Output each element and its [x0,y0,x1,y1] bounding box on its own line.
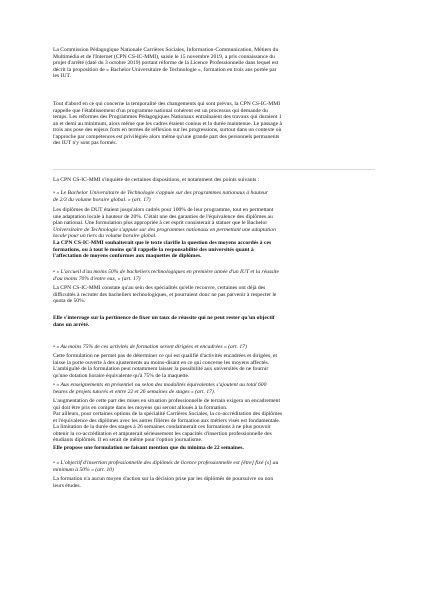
programmes-paragraph [53,207,375,240]
text-line: et l'équivalence des diplômes avec les autres filières de formation aux métiers visés est fondamentale. [53,417,281,424]
text-line: La CPN CS-IC-MMI souhaiterait que le texte clarifie la question des moyens accordés à ces [53,240,272,246]
quote-bullet-3 [53,344,375,351]
reussite-paragraph [53,315,375,328]
activites-paragraph [53,353,375,379]
text-line: La formation n'a aucun moyen d'action sur la décision prise par les diplômés de poursuivre ou non [53,476,274,482]
quote-line: de 2/3 du volume horaire global. » (art. 17) [53,196,151,203]
text-line: qu'une dotation horaire équivalente qu'à 75% de la maquette. [53,372,190,379]
text-line: des IUT n'y sont pas formés. [53,140,117,147]
text-line: plan national. Une formulation plus appropriée à cet esprit consisterait à statuer que le Bachelor [53,220,268,227]
quote-line: • « Au moins 75% de ces activités de formation seront dirigées et encadrées » (art. 17) [53,344,247,350]
text-line: Universitaire de Technologie s'appuie sur des programmes nationaux en permettant une adaptation [53,226,276,233]
quote-line: • « Le Bachelor Universitaire de Technologie s'appuie sur des programmes nationaux à hauteur [53,190,268,196]
text-line: leurs études. [53,482,81,489]
quote-line: • « Aux enseignements en présentiel ou selon des modalités équivalentes s'ajoutent au total 600 [53,382,267,388]
bacheliers-paragraph [53,285,375,305]
text-line: les IUT. [53,73,71,80]
text-line: trois ans pose des enjeux forts en termes de réflexion sur les progressions, surtout dans un contexte où [53,127,282,134]
text-line: une adaptation locale à hauteur de 20%. C'était une des garanties de l'équivalence des diplômes au [53,213,273,220]
text-line: rappelle que l'établissement d'un programme national cohérent est un processus qui demande du [53,107,268,114]
text-line: étudiants diplômés. Il en serait de même pour l'option journalisme. [53,437,203,444]
text-line: an et demi au minimum, alors même que les cadres étaient connus et la durée maintenue. Le passage à [53,120,282,127]
text-line: qui doit être pris en compte dans les moyens qui seront alloués à la formation. [53,404,228,411]
text-line: décrit la proposition de « Bachelor Universitaire de Technologie », formation en trois ans portée par [53,66,277,73]
quote-line: • « L'objectif d'insertion professionnelle des diplômés de licence professionnelle est [être] fixé [s] au [53,460,279,466]
text-line: Par ailleurs, pour certaines options de la spécialité Carrières Sociales, la co-accréditation des diplômes [53,411,283,418]
text-line: formations, ou à tout le moins qu'il rappelle la responsabilité des universités quant à [53,246,254,253]
minima-paragraph [53,445,375,452]
text-line: L'augmentation de cette part des mises en situation professionnelle de terrain exigera un encadrement [53,398,281,404]
text-line: Multimédia et de l'Internet (CPN CS-IC-MMI), saisie le 15 novembre 2019, a pris connaissance du [53,53,275,60]
insertion-paragraph [53,476,375,489]
text-line: La CPN CS-IC-MMI s'inquiète de certaines dispositions, et notamment des points suivants : [53,177,260,183]
divider [53,169,375,170]
text-line: Les diplômes de DUT étaient jusqu'alors cadrés pour 100% de leur programme, tout en permettant [53,207,274,213]
text-line: La limitation de la durée des stages à 26 semaines condamnerait ces formations à ne plus pouvoir [53,424,271,431]
quote-line: minimum à 50% » (art. 10) [53,466,114,473]
text-line: L'ambiguïté de la formulation peut notamment laisser la possibilité aux universités de ne fournir [53,366,269,373]
text-line: La Commission Pédagogique Nationale Carrières Sociales, Information-Communication, Métiers du [53,47,279,53]
intro-paragraph [53,47,375,80]
concerns-intro [53,177,375,184]
temporality-paragraph [53,101,375,147]
moyens-paragraph [53,240,375,260]
text-line: laisse la porte ouverte à des ajustements au moins-disant en ce qui concerne les moyens affectés. [53,359,270,366]
text-line: difficultés à recruter des bacheliers technologiques, et pourraient donc ne pas parvenir à respecter le [53,291,277,298]
quote-bullet-5 [53,460,375,473]
text-line: quota de 50%. [53,298,86,305]
stages-paragraph [53,398,375,444]
text-line: projet d'arrêté (daté du 3 octobre 2019) portant réforme de la Licence Professionnelle dans lequel est [53,60,279,67]
text-line: temps. Les réformes des Programmes Pédagogiques Nationaux entraînaient des travaux qui duraient 1 [53,114,282,121]
text-line: Tout d'abord en ce qui concerne la temporalité des changements qui sont prévus, la CPN CS-IC-MMI [53,101,281,107]
text-line: l'affectation de moyens conformes aux maquettes de diplômes. [53,253,202,260]
quote-line: heures de projets tutorés et entre 22 et 26 semaines de stages » (art. 17). [53,388,216,395]
text-line: dans un arrêté. [53,321,90,328]
quote-bullet-2 [53,269,375,282]
quote-bullet-4 [53,382,375,395]
text-line: l'approche par compétences est privilégiée alors même qu'une grande part des personnels permanents [53,133,280,140]
quote-line: • « L'accueil d'au moins 50% de bacheliers technologiques en première année d'un IUT et la réussite [53,269,279,275]
text-line: La CPN CS-IC-MMI constate qu'au sein des spécialités qu'elle recouvre, certaines ont déjà des [53,285,266,291]
text-line: Cette formulation ne permet pas de déterminer ce qui est qualifié d'activités encadrées et dirigées, et [53,353,278,359]
text-line: obtenir la co-accréditation et amputerait sérieusement les capacités d'insertion professionnelle des [53,430,272,437]
text-line: locale pour un tiers du volume horaire global. [53,233,157,240]
quote-line: d'au moins 70% d'entre eux, » (art. 17) [53,275,141,282]
quote-bullet-1 [53,190,375,203]
text-line: Elle s'interroge sur la pertinence de fixer un taux de réussite qui ne peut rester qu'un objectif [53,315,275,321]
text-line: Elle propose une formulation ne faisant mention que du minima de 22 semaines. [53,445,244,451]
